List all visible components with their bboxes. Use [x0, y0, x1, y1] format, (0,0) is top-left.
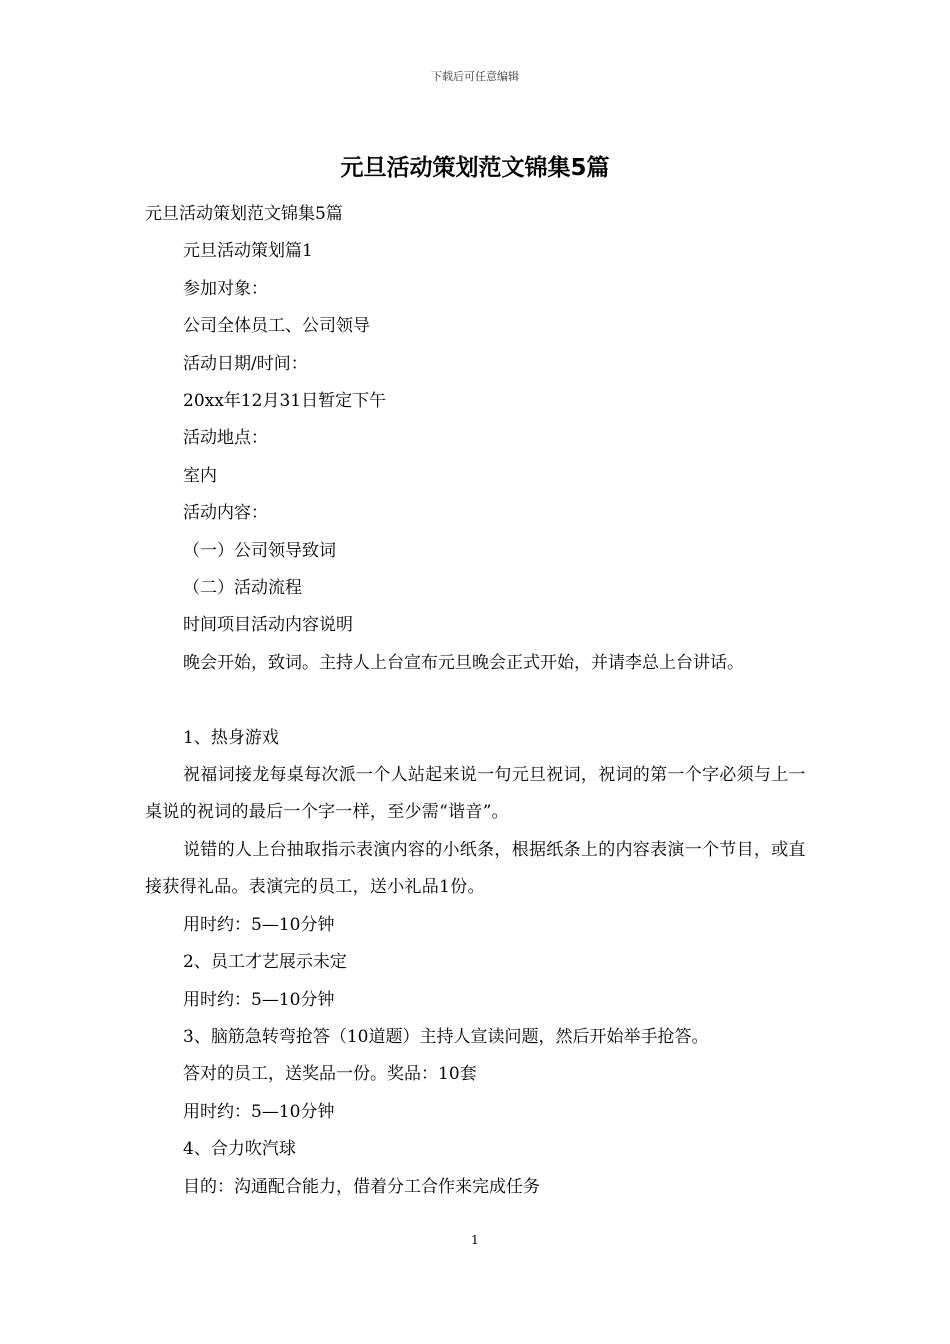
paragraph: 20xx年12月31日暂定下午: [183, 391, 387, 412]
paragraph: 活动内容：: [183, 503, 268, 524]
paragraph: 参加对象：: [183, 278, 268, 299]
paragraph: 目的：沟通配合能力，借着分工合作来完成任务: [183, 1176, 540, 1197]
paragraph: 用时约：5—10分钟: [183, 1101, 335, 1122]
paragraph: 4、合力吹汽球: [183, 1139, 296, 1160]
paragraph-subtitle: 元旦活动策划范文锦集5篇: [145, 204, 343, 224]
paragraph: 公司全体员工、公司领导: [183, 316, 370, 337]
paragraph: 晚会开始，致词。主持人上台宣布元旦晚会正式开始，并请李总上台讲话。: [183, 652, 744, 673]
paragraph: 3、脑筋急转弯抢答（10道题）主持人宣读问题，然后开始举手抢答。: [183, 1026, 709, 1047]
page-number: 1: [471, 1233, 479, 1247]
paragraph: 2、员工才艺展示未定: [183, 952, 347, 973]
paragraph: 答对的员工，送奖品一份。奖品：10套: [183, 1064, 477, 1085]
paragraph: 活动地点：: [183, 428, 268, 449]
header-note: 下载后可任意编辑: [431, 70, 519, 83]
paragraph: 时间项目活动内容说明: [183, 615, 353, 636]
paragraph: 祝福词接龙每桌每次派一个人站起来说一句元旦祝词，祝词的第一个字必须与上一桌说的祝词的最后一个字一样，至少需“谐音”。: [145, 765, 806, 823]
paragraph-section-heading: 元旦活动策划篇1: [183, 241, 313, 262]
document-body: [145, 196, 815, 1206]
paragraph: 室内: [183, 465, 217, 486]
paragraph: （一）公司领导致词: [183, 540, 336, 561]
paragraph: （二）活动流程: [183, 578, 302, 599]
paragraph: 用时约：5—10分钟: [183, 914, 335, 935]
document-title: 元旦活动策划范文锦集5篇: [340, 155, 610, 181]
blank-line: [145, 682, 815, 719]
paragraph: 用时约：5—10分钟: [183, 989, 335, 1010]
paragraph: 1、热身游戏: [183, 727, 279, 748]
paragraph: 说错的人上台抽取指示表演内容的小纸条，根据纸条上的内容表演一个节目，或直接获得礼品。表演完的员工，送小礼品1份。: [145, 839, 806, 898]
paragraph: 活动日期/时间：: [183, 353, 308, 374]
